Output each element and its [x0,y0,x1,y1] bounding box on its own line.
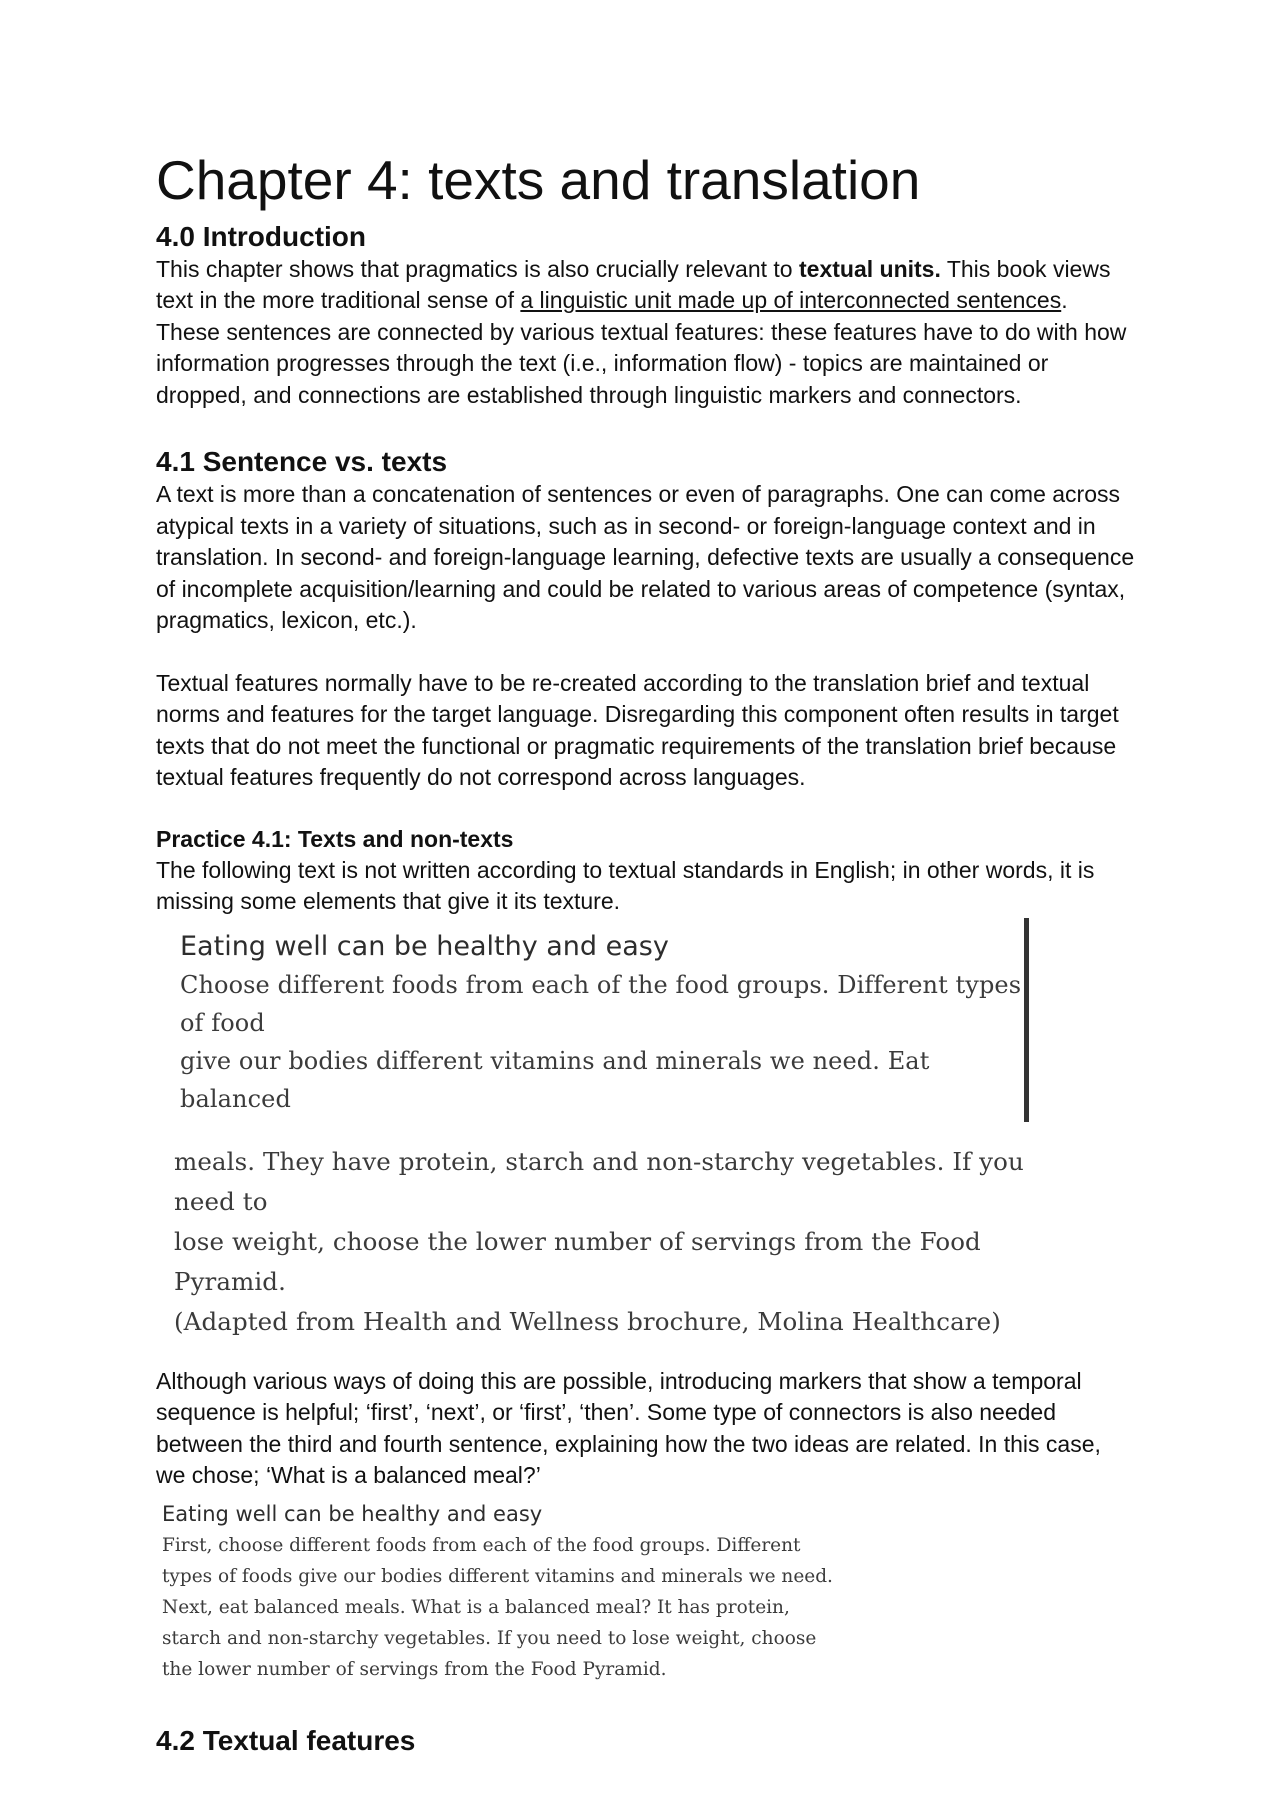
excerpt-1-top-block [172,918,1029,1122]
section-heading-textual-features: 4.2 Textual features [156,1724,416,1756]
intro-bold-term: textual units. [799,255,941,282]
section-41-paragraph-1: A text is more than a concatenation of sentences or even of paragraphs. One can come across atypical texts in a variety of situations, such as in second- or foreign-language context and in translation. In second- and foreign-language learning, defective texts are usually a consequence of incomplete acquisition/learning and could be related to various areas of competence (syntax, pragmatics, lexicon, etc.). [156,481,1135,633]
excerpt-2-text: First, choose different foods from each of the food groups. Different types of foods give our bodies different vitamins and minerals we need. Next, eat balanced meals. What is a balanced meal? It has protein, starch and non-starchy vegetables. If you need to lose weight, choose the lower number of servings from the Food Pyramid. [162,1534,833,1680]
section-heading-introduction: 4.0 Introduction [156,220,366,252]
intro-text-b: This book views text in the more traditional sense of [156,255,1111,313]
section-heading-sentence-vs-texts: 4.1 Sentence vs. texts [156,446,448,477]
excerpt-1-line: Choose different foods from each of the food groups. Different types of food [180,970,1022,1037]
section-41-paragraph-2: Textual features normally have to be re-created according to the translation brief and textual norms and features for the target language. Disregarding this component often results in target texts that do not meet the functional or pragmatic requirements of the translation brief because textual features frequently do not correspond across languages. [156,669,1119,790]
excerpt-1-line: meals. They have protein, starch and non-starchy vegetables. If you need to [174,1146,1024,1216]
excerpt-1-source-line: (Adapted from Health and Wellness brochure, Molina Healthcare) [174,1306,1001,1336]
document-page [156,150,1136,1758]
intro-paragraph [156,254,1136,412]
excerpt-2-title: Eating well can be healthy and easy [162,1501,543,1526]
intro-text-c: . These sentences are connected by various textual features: these features have to do with how information progresses through the text (i.e., information flow) - topics are maintained or dropped, and connections are established through linguistic markers and connectors. [156,287,1127,408]
practice-paragraph: The following text is not written according to textual standards in English; in other words, it is missing some elements that give it its texture. [156,856,1095,915]
excerpt-non-text-image [172,918,1044,1342]
excerpt-1-bottom-block [172,1142,1044,1342]
excerpt-1-title: Eating well can be healthy and easy [180,930,669,962]
practice-heading: Practice 4.1: Texts and non-texts [156,825,514,852]
chapter-title: Chapter 4: texts and translation [156,149,921,211]
after-excerpt-paragraph: Although various ways of doing this are possible, introducing markers that show a temporal sequence is helpful; ‘first’, ‘next’, or ‘first’, ‘then’. Some type of connectors is also needed between the third and fourth sentence, explaining how the two ideas are related. In this case, we chose; ‘What is a balanced meal?’ [156,1367,1101,1489]
intro-underlined-definition: a linguistic unit made up of interconnected sentences [520,287,1062,313]
intro-text-a: This chapter shows that pragmatics is also crucially relevant to [156,255,799,282]
excerpt-1-line: give our bodies different vitamins and minerals we need. Eat balanced [180,1046,930,1113]
excerpt-1-line: lose weight, choose the lower number of servings from the Food Pyramid. [174,1226,981,1296]
excerpt-revised-text-image [162,1498,842,1685]
